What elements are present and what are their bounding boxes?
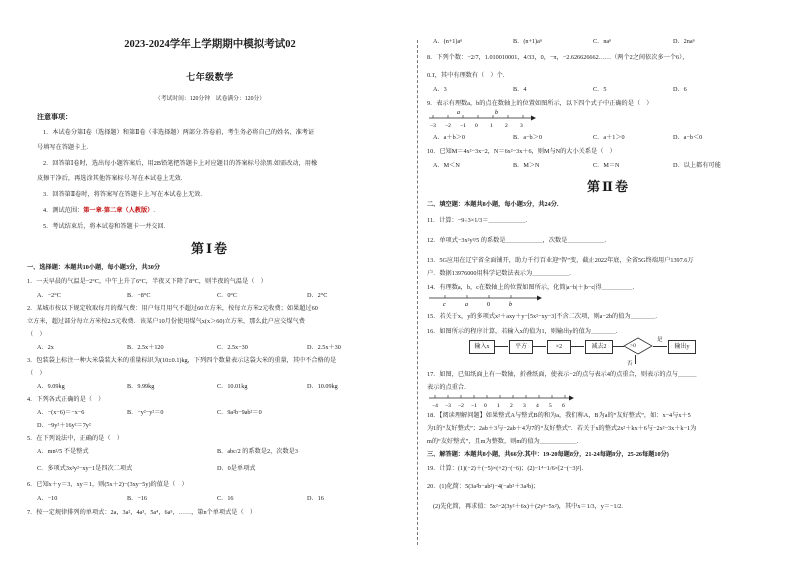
note-4-suffix: . [153, 207, 155, 214]
option-c[interactable]: C．M＝N [593, 162, 620, 169]
question-7: 7．按一定规律排列的单项式：2a，3a²，4a³，5a⁴，6a⁵，……，第n个单项式是（ ） [27, 509, 257, 516]
option-c[interactable]: C．9a²b−9ab²＝0 [217, 409, 262, 416]
option-d[interactable]: D．a−b＜0 [673, 134, 703, 141]
right-column [423, 0, 794, 562]
tick-label: −2 [458, 403, 464, 409]
option-d[interactable]: D．10.09kg [307, 383, 338, 390]
label-zero: 0 [487, 302, 490, 308]
number-line-q14 [427, 293, 545, 309]
option-d[interactable]: D．2.5x＋30 [307, 344, 341, 351]
question-18-line-1: 18．【阅读理解问题】如果整式A与整式B的和为a，我们称A，B为a的“友好整式”，如：x−4与x＋5 [427, 412, 691, 419]
question-20-part-1: 20．(1)化简：5(3a²b−ab²)−4(−ab²＋3a²b)； [427, 483, 540, 490]
flow-minus-2: 减去2 [585, 340, 613, 354]
question-2-line-1: 2．某城市按以下规定收取每月的煤气费：用户每月用气不超过60立方米，按每立方米2元收费；如果超过60 [27, 305, 318, 312]
question-13-line-2: 户．数据13976000用科学记数法表示为＿＿＿＿＿＿. [427, 270, 571, 277]
note-2b: 皮擦干净后，再选涂其他答案标号.写在本试卷上无效. [37, 175, 183, 182]
section-1-heading: 一、选择题：本题共10小题，每小题3分，共30分 [27, 264, 161, 271]
option-c[interactable]: C．naⁿ [593, 38, 612, 45]
tick-label: −1 [471, 403, 477, 409]
option-b[interactable]: B．9.99kg [127, 383, 155, 390]
question-4: 4．下列各式正确的是（ ） [27, 396, 105, 403]
option-b[interactable]: B．abc/2 的系数是2，次数是3 [217, 448, 298, 455]
option-b[interactable]: B．4 [513, 86, 527, 93]
test-scope: 第一章-第二章（人教版） [83, 207, 154, 214]
option-a[interactable]: A．−10 [37, 495, 58, 502]
axis-arrow [569, 396, 574, 401]
option-a[interactable]: A．−(x−6)＝−x−6 [37, 409, 85, 416]
number-line-q9 [427, 109, 537, 131]
option-a[interactable]: A．a＋b＞0 [433, 134, 465, 141]
flow-input: 输入x [469, 340, 495, 354]
flow-arrow [532, 346, 546, 347]
label-b: b [495, 110, 498, 116]
tick-label: 1 [497, 403, 500, 409]
option-b[interactable]: B．2.5x＋120 [127, 344, 164, 351]
option-b[interactable]: B．a−b＞0 [513, 134, 542, 141]
option-a[interactable]: A．(n+1)aⁿ [433, 38, 463, 45]
option-a[interactable]: A．3 [433, 86, 447, 93]
note-4 [43, 206, 155, 216]
option-a[interactable]: A．−2°C [37, 292, 61, 299]
option-b[interactable]: B．−y²−y²＝0 [127, 409, 164, 416]
option-b[interactable]: B．−8°C [127, 292, 151, 299]
part-1-heading: 第Ⅰ卷 [190, 241, 230, 256]
question-19: 19．计算：(1)(−2)＋(−5)×(+2)−(−6)；(2)−1⁴−1/6×[2−(−3)²]． [427, 465, 588, 472]
exam-title: 2023-2024学年上学期期中模拟考试02 [124, 39, 296, 50]
question-17-line-1: 17．如图，已知纸面上有一数轴，折叠纸面，使表示−2的点与表示4的点重合，则表示的点与＿＿＿ [427, 371, 697, 378]
flow-arrow [494, 346, 508, 347]
question-2-line-2: 立方米，超过部分每立方米按2.5元收费．该某户10月份使用煤气x(x＞60)立方米，那么此户应交煤气费 [27, 318, 305, 325]
tick-label: −1 [460, 123, 466, 129]
tick-label: 0 [475, 123, 478, 129]
option-c[interactable]: C．多项式3x²y²−xy−1是四次二项式 [37, 465, 133, 472]
option-d[interactable]: D．0是单项式 [217, 465, 256, 472]
flow-times-2: ×2 [547, 340, 571, 354]
question-13-line-1: 13．5G应用在辽宁省全面铺开，助力千行百业迎“智”变，截止2022年底，全省5G终端用户1397.6万 [427, 257, 694, 264]
question-9: 9．表示有理数a，b的点在数轴上的位置如图所示，以下四个式子中正确的是（ ） [427, 100, 653, 107]
number-line-q17 [427, 393, 577, 409]
option-d[interactable]: D．2°C [307, 292, 328, 299]
question-15: 15．若关于x，y的多项式x²＋axy＋y−[5x²−xy−3]不含二次项，则a−2b的值为＿＿＿＿. [427, 313, 657, 320]
question-8-line-1: 8．下列个数：−2/7，1.010010001，4/33，0，−π，−2.626626662……（两个2之间依次多一个6）， [427, 54, 689, 61]
option-b[interactable]: B．(n+1)aⁿ [513, 38, 542, 45]
tick-label: −2 [445, 123, 451, 129]
flow-condition-diamond [623, 337, 653, 355]
note-2a: 2．回答第Ⅰ卷时，选出每小题答案后，用2B铅笔把答题卡上对应题目的答案标号涂黑.如需改动，用橡 [43, 160, 318, 167]
option-c[interactable]: C．16 [217, 495, 234, 502]
question-5: 5．在下列说法中，正确的是（ ） [27, 435, 123, 442]
option-d[interactable]: D．6 [673, 86, 687, 93]
axis-arrow [531, 116, 536, 121]
question-6: 6．已知x＋y＝3，xy＝1，则(5x＋2)−(3xy−5y)的值是（ ） [27, 481, 188, 488]
column-divider [417, 40, 418, 545]
note-1a: 1．本试卷分第Ⅰ卷（选择题）和第Ⅱ卷（非选择题）两部分.答卷前，考生务必将自己的姓名、准考证 [43, 129, 315, 136]
tick-label: 6 [562, 403, 565, 409]
tick-label: 2 [505, 123, 508, 129]
question-18-line-2: 为1的“友好整式”；2ab＋3与−2ab＋4为7的“友好整式”．若关于x的整式2x²＋kx＋6与−2x²−3x＋k−1为 [427, 425, 697, 432]
exam-meta: （考试时间：120分钟 试卷满分：120分） [154, 96, 266, 102]
question-11: 11．计算：−9÷3×1/3＝＿＿＿＿＿＿. [427, 217, 528, 224]
option-c[interactable]: C．0°C [217, 292, 238, 299]
question-16: 16．如图所示的程序计算，若输入x的值为1，则输出y的值为＿＿＿＿. [427, 328, 618, 335]
option-d[interactable]: D．以上都有可能 [673, 162, 721, 169]
label-c: c [443, 302, 446, 308]
label-b: b [509, 302, 512, 308]
flow-condition: >0 [630, 343, 636, 349]
question-10: 10．已知M＝4x²−3x−2，N＝6x²−3x＋6，则M与N的大小关系是（ ） [427, 148, 616, 155]
question-8-line-2: 0.1̇，其中有理数有（ ）个. [427, 72, 505, 79]
tick-label: 5 [549, 403, 552, 409]
label-a: a [465, 302, 468, 308]
option-b[interactable]: B．−16 [127, 495, 147, 502]
tick-label: −3 [445, 403, 451, 409]
question-12: 12．单项式−3x²y³/5 的系数是＿＿＿＿＿＿，次数是＿＿＿＿＿＿. [427, 237, 607, 244]
option-c[interactable]: C．2.5x−30 [217, 344, 248, 351]
option-d[interactable]: D．2naⁿ [673, 38, 695, 45]
flow-yes-label: 是 [657, 337, 663, 343]
tick-label: 0 [484, 403, 487, 409]
flow-square: 平方 [509, 340, 533, 354]
axis-arrow [537, 296, 542, 301]
tick-label: 3 [520, 123, 523, 129]
question-18-line-3: m的“友好整式”，且m为整数，则m的值为＿＿＿＿＿＿. [427, 438, 579, 445]
option-b[interactable]: B．M＞N [513, 162, 540, 169]
option-c[interactable]: C．10.01kg [217, 383, 248, 390]
part-2-heading: 第Ⅱ卷 [587, 179, 630, 194]
question-3: 3．包装袋上标注一种大米袋装大米的重量标识为(10±0.1)kg，下列四个数量表示这袋大米的重量，其中不合格的是 [27, 357, 337, 364]
flow-arrow [570, 346, 584, 347]
note-4-prefix: 4．测试范围： [43, 207, 84, 214]
option-c[interactable]: C．5 [593, 86, 607, 93]
question-17-line-2: 表示的点重合. [427, 384, 466, 391]
tick-label: 2 [510, 403, 513, 409]
tick-label: −3 [430, 123, 436, 129]
notes-heading: 注意事项： [37, 113, 72, 121]
question-20-part-2: (2)先化简，再求值：5x²−2(3y²＋6x)＋(2y²−5x²)，其中x＝1/3，y＝−1/2. [433, 503, 623, 510]
tick-label: 1 [490, 123, 493, 129]
option-a[interactable]: A．M＜N [433, 162, 460, 169]
label-a: a [457, 110, 460, 116]
flow-loop-line [635, 355, 636, 364]
exam-subject: 七年级数学 [186, 72, 234, 82]
question-2-line-3: （ ） [27, 331, 46, 338]
option-d[interactable]: D．16 [307, 495, 324, 502]
section-2-heading: 二、填空题：本题共8小题，每小题3分，共24分. [427, 201, 559, 208]
note-5: 5．考试结束后，将本试卷和答题卡一并交回. [43, 223, 166, 230]
tick-label: −4 [432, 403, 438, 409]
tick-label: 3 [523, 403, 526, 409]
option-a[interactable]: A．9.09kg [37, 383, 65, 390]
option-d[interactable]: D．−9y²＋16y²＝7y² [37, 422, 91, 429]
flow-no-label: 否 [627, 361, 633, 367]
note-3: 3．回答第Ⅱ卷时，将答案写在答题卡上.写在本试卷上无效. [43, 191, 202, 198]
option-a[interactable]: A．2x [37, 344, 54, 351]
note-1b: 号填写在答题卡上. [37, 144, 89, 151]
question-14: 14．有理数a，b，c在数轴上的位置如图所示，化简|a−b|＋|b−c|得＿＿＿＿＿. [427, 284, 634, 291]
tick-label: 4 [536, 403, 539, 409]
option-a[interactable]: A．mn²/5 不是整式 [37, 448, 89, 455]
section-3-heading: 三、解答题：本题共8小题，共66分.其中：19-20每题8分，21-24每题8分，25-26每题10分) [427, 451, 669, 458]
question-3-line-2: （ ） [27, 370, 46, 377]
option-c[interactable]: C．a＋1＞0 [593, 134, 625, 141]
flow-arrow [653, 346, 667, 347]
question-1: 1．一天早晨的气温是−2°C，中午上升了6°C，半夜又下降了8°C，则半夜的气温是（ ） [27, 278, 267, 285]
flow-output: 输出y [668, 340, 696, 354]
